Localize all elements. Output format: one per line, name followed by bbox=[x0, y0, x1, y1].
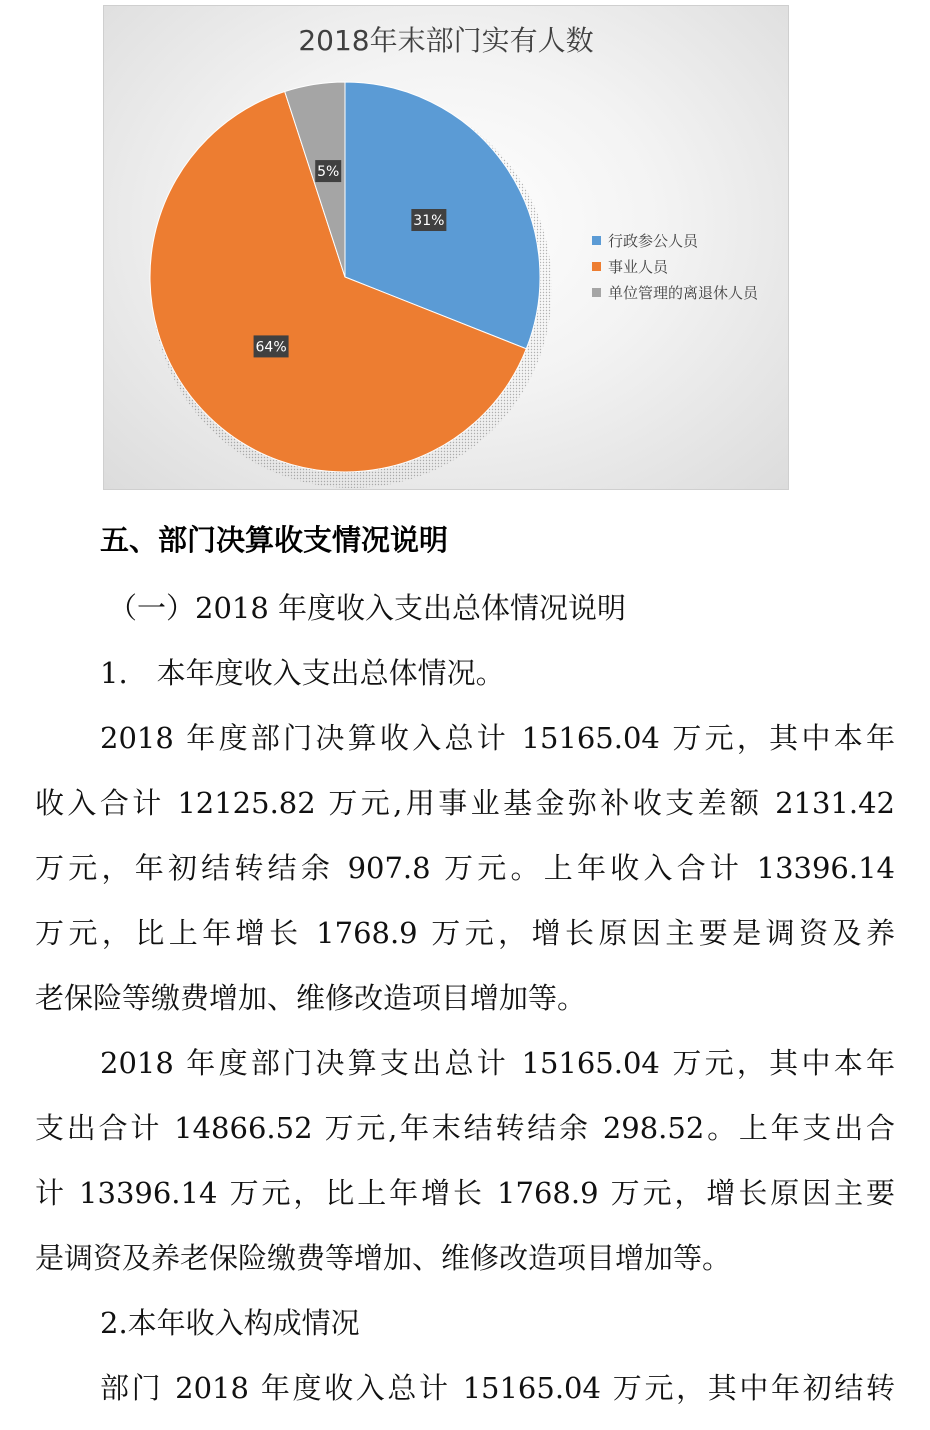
paragraph-line: 计 13396.14 万元，比上年增长 1768.9 万元，增长原因主要 bbox=[35, 1176, 895, 1210]
legend-label: 行政参公人员 bbox=[608, 232, 699, 250]
pie-chart bbox=[103, 5, 789, 490]
slice-data-label: 64% bbox=[255, 339, 287, 356]
paragraph-line: 2018 年度部门决算支出总计 15165.04 万元，其中本年 bbox=[100, 1046, 895, 1080]
subsection-heading: （一）2018 年度收入支出总体情况说明 bbox=[108, 591, 627, 625]
paragraph-line: 老保险等缴费增加、维修改造项目增加等。 bbox=[35, 981, 587, 1015]
paragraph-line: 万元，比上年增长 1768.9 万元，增长原因主要是调资及养 bbox=[35, 916, 895, 950]
item-heading-2: 2.本年收入构成情况 bbox=[100, 1306, 360, 1340]
legend-label: 事业人员 bbox=[608, 258, 669, 276]
pie-chart-svg bbox=[104, 6, 788, 489]
legend-label: 单位管理的离退休人员 bbox=[608, 284, 759, 302]
paragraph-line: 收入合计 12125.82 万元,用事业基金弥补收支差额 2131.42 bbox=[35, 786, 895, 820]
paragraph-line: 支出合计 14866.52 万元,年末结转结余 298.52。上年支出合 bbox=[35, 1111, 895, 1145]
chart-legend bbox=[592, 232, 759, 302]
paragraph-line: 2018 年度部门决算收入总计 15165.04 万元，其中本年 bbox=[100, 721, 895, 755]
legend-swatch bbox=[592, 262, 601, 271]
legend-swatch bbox=[592, 288, 601, 297]
paragraph-line: 万元，年初结转结余 907.8 万元。上年收入合计 13396.14 bbox=[35, 851, 895, 885]
section-heading: 五、部门决算收支情况说明 bbox=[100, 523, 449, 557]
paragraph-line: 部门 2018 年度收入总计 15165.04 万元，其中年初结转 bbox=[100, 1371, 895, 1405]
item-heading-1: 1. 本年度收入支出总体情况。 bbox=[100, 656, 505, 690]
paragraph-line: 是调资及养老保险缴费等增加、维修改造项目增加等。 bbox=[35, 1241, 732, 1275]
pie-slices bbox=[150, 82, 540, 472]
slice-data-label: 5% bbox=[317, 164, 340, 181]
slice-data-label: 31% bbox=[413, 213, 445, 230]
chart-title: 2018年末部门实有人数 bbox=[298, 24, 594, 57]
legend-swatch bbox=[592, 236, 601, 245]
